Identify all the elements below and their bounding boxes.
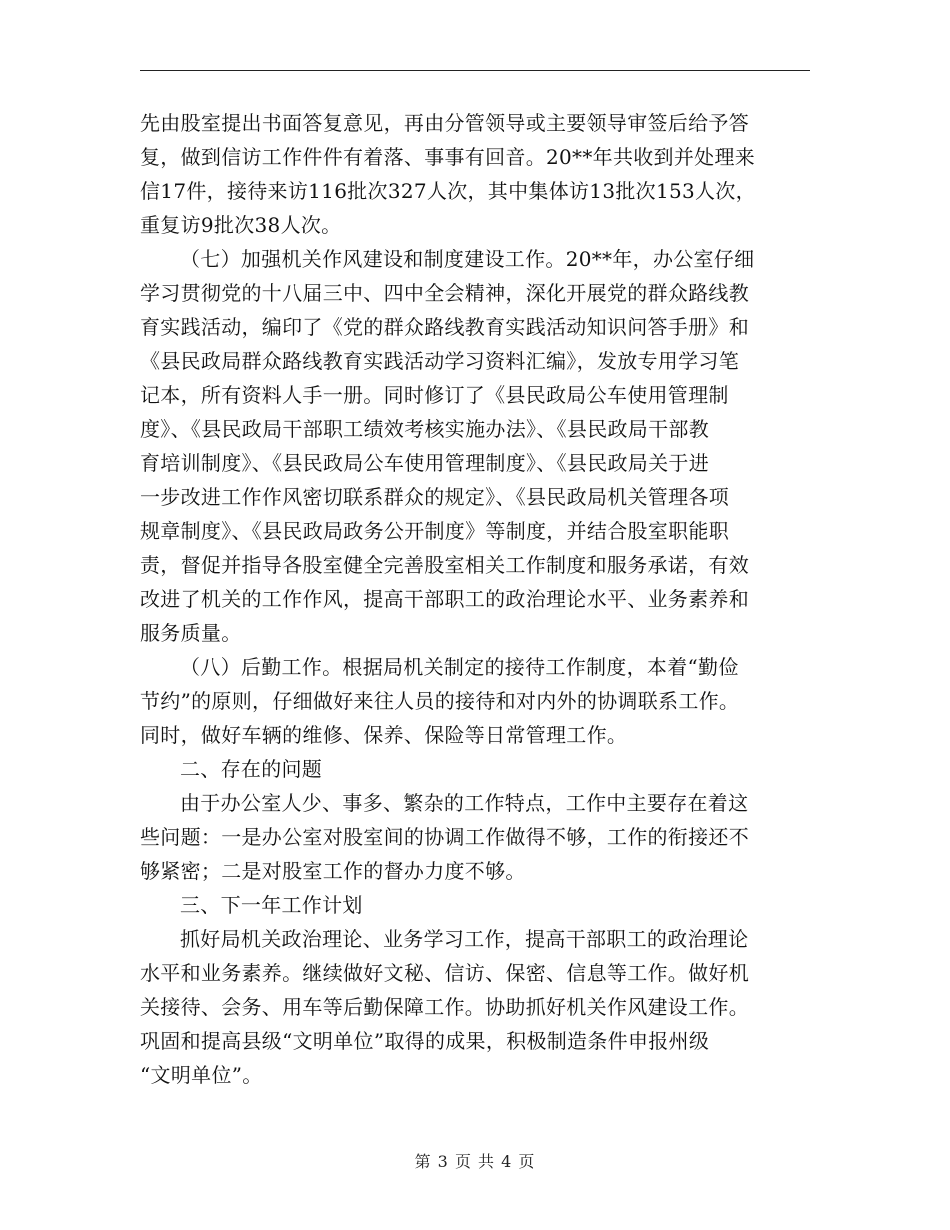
paragraph-line: 责，督促并指导各股室健全完善股室相关工作制度和服务承诺，有效 [140, 553, 749, 577]
paragraph [140, 752, 810, 786]
paragraph-line: 规章制度》、《县民政局政务公开制度》等制度，并结合股室职能职 [140, 519, 729, 543]
paragraph-line: 度》、《县民政局干部职工绩效考核实施办法》、《县民政局干部教 [140, 417, 709, 441]
paragraph-line: 由于办公室人少、事多、繁杂的工作特点，工作中主要存在着这 [180, 791, 749, 815]
paragraph [140, 922, 810, 1092]
paragraph-line: 《县民政局群众路线教育实践活动学习资料汇编》，发放专用学习笔 [140, 349, 739, 373]
paragraph-line: 育实践活动，编印了《党的群众路线教育实践活动知识问答手册》和 [140, 315, 749, 339]
paragraph-line: 重复访9批次38人次。 [140, 213, 342, 237]
paragraph-line: 信17件，接待来访116批次327人次，其中集体访13批次153人次， [140, 179, 756, 203]
paragraph-line: 记本，所有资料人手一册。同时修订了《县民政局公车使用管理制 [140, 383, 729, 407]
paragraph-line: 学习贯彻党的十八届三中、四中全会精神，深化开展党的群众路线教 [140, 281, 749, 305]
paragraph-line: 节约”的原则，仔细做好来往人员的接待和对内外的协调联系工作。 [140, 689, 740, 713]
paragraph-line: 服务质量。 [140, 621, 242, 645]
paragraph-line: 同时，做好车辆的维修、保养、保险等日常管理工作。 [140, 723, 628, 747]
paragraph-line: 改进了机关的工作作风，提高干部职工的政治理论水平、业务素养和 [140, 587, 749, 611]
paragraph-line: 关接待、会务、用车等后勤保障工作。协助抓好机关作风建设工作。 [140, 995, 749, 1019]
page-number-footer: 第 3 页 共 4 页 [414, 1152, 536, 1171]
paragraph [140, 106, 810, 242]
paragraph-line: 二、存在的问题 [180, 757, 323, 781]
paragraph-line: 复，做到信访工作件件有着落、事事有回音。20**年共收到并处理来 [140, 145, 756, 169]
paragraph [140, 650, 810, 752]
document-body [140, 106, 810, 1092]
header-rule [140, 70, 810, 71]
paragraph-line: 一步改进工作作风密切联系群众的规定》、《县民政局机关管理各项 [140, 485, 729, 509]
paragraph-line: 先由股室提出书面答复意见，再由分管领导或主要领导审签后给予答 [140, 111, 749, 135]
paragraph-line: 些问题：一是办公室对股室间的协调工作做得不够，工作的衔接还不 [140, 825, 749, 849]
paragraph-line: 抓好局机关政治理论、业务学习工作，提高干部职工的政治理论 [180, 927, 749, 951]
paragraph-line: 够紧密；二是对股室工作的督办力度不够。 [140, 859, 526, 883]
paragraph [140, 888, 810, 922]
paragraph-line: （八）后勤工作。根据局机关制定的接待工作制度，本着“勤俭 [180, 655, 739, 679]
paragraph-line: 巩固和提高县级“文明单位”取得的成果，积极制造条件申报州级 [140, 1029, 710, 1053]
paragraph [140, 786, 810, 888]
paragraph-line: 三、下一年工作计划 [180, 893, 363, 917]
paragraph-line: “文明单位”。 [140, 1063, 263, 1087]
paragraph [140, 242, 810, 650]
paragraph-line: 育培训制度》、《县民政局公车使用管理制度》、《县民政局关于进 [140, 451, 709, 475]
paragraph-line: （七）加强机关作风建设和制度建设工作。20**年，办公室仔细 [180, 247, 755, 271]
paragraph-line: 水平和业务素养。继续做好文秘、信访、保密、信息等工作。做好机 [140, 961, 749, 985]
